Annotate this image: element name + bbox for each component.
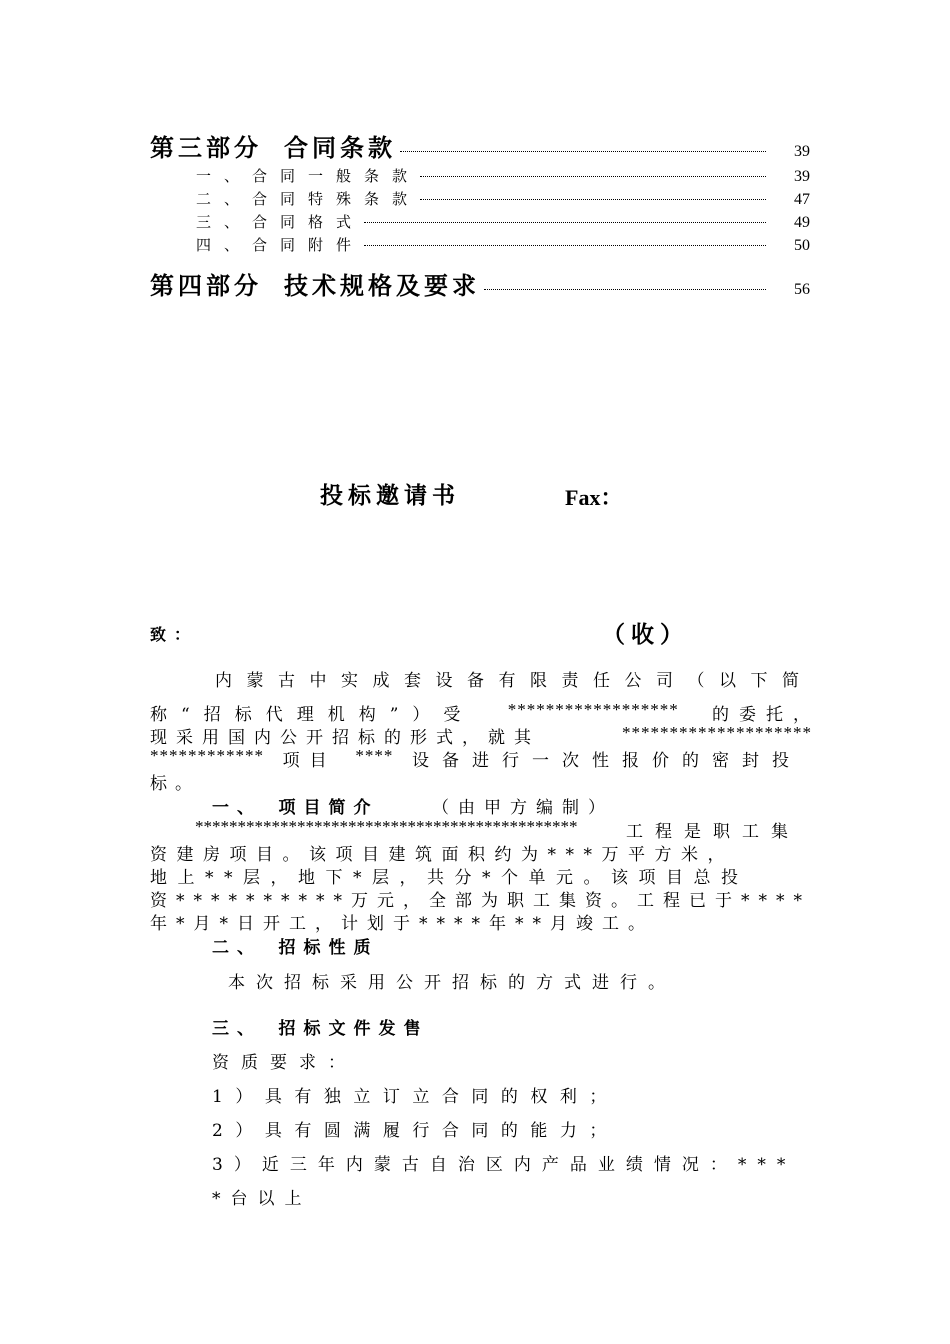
section2-text: 本次招标采用公开招标的方式进行。 — [228, 973, 676, 993]
toc-part3[interactable] — [150, 128, 810, 163]
section1-line-2: 资建房项目。该项目建筑面积约为***万平方米， — [150, 845, 734, 865]
intro-line-2: 称“招标代理机构”）受 ****************** 的委托， — [150, 700, 820, 725]
toc-page-number: 39 — [794, 143, 810, 160]
toc-item-label: 二、合同特殊条款 — [196, 190, 421, 208]
requirement-tail: *台以上 — [212, 1189, 312, 1209]
section1-note: （由甲方编制） — [432, 798, 614, 818]
requirement-item: 2）具有圆满履行合同的能力； — [212, 1121, 619, 1141]
toc-leader-dots — [400, 151, 766, 152]
section3-heading: 三、 招标文件发售 — [212, 1019, 429, 1039]
section1-line-4: 资**********万元，全部为职工集资。工程已于**** — [150, 891, 811, 911]
toc-item[interactable] — [196, 234, 810, 255]
toc-item-label: 一、合同一般条款 — [196, 167, 421, 185]
intro-line-1: 内蒙古中实成套设备有限责任公司（以下简 — [215, 671, 814, 691]
section1-line-5: 年*月*日开工，计划于****年**月竣工。 — [150, 914, 654, 934]
toc-item[interactable] — [196, 211, 810, 232]
fax-label: Fax： — [565, 485, 623, 510]
toc-item[interactable] — [196, 165, 810, 186]
toc-page-number: 50 — [794, 237, 810, 254]
toc-part3-title: 第三部分 合同条款 — [150, 133, 396, 162]
toc-part4[interactable] — [150, 266, 810, 301]
toc-leader-dots — [420, 176, 766, 177]
toc-page-number: 47 — [794, 191, 810, 208]
intro-line-4: ************ 项目 **** 设备进行一次性报价的密封投 — [150, 746, 802, 771]
section1-line-3: 地上**层，地下*层，共分*个单元。该项目总投 — [150, 868, 749, 888]
toc-item[interactable] — [196, 188, 810, 209]
toc-leader-dots — [364, 222, 766, 223]
intro-line-3: 现采用国内公开招标的形式，就其 ******************** — [150, 723, 812, 748]
toc-item-label: 三、合同格式 — [196, 213, 365, 231]
qualification-label: 资质要求： — [212, 1053, 357, 1073]
toc-part4-title: 第四部分 技术规格及要求 — [150, 271, 480, 300]
toc-page-number: 49 — [794, 214, 810, 231]
toc-leader-dots — [364, 245, 766, 246]
page-title: 投标邀请书 — [320, 482, 460, 509]
section1-heading: 一、 项目简介 — [212, 798, 379, 818]
toc-item-label: 四、合同附件 — [196, 236, 365, 254]
addressee-to: 致： — [150, 625, 199, 644]
toc-leader-dots — [484, 289, 766, 290]
requirement-item: 3）近三年内蒙古自治区内产品业绩情况：*** — [212, 1155, 797, 1175]
toc-page-number: 39 — [794, 168, 810, 185]
toc-leader-dots — [420, 199, 766, 200]
requirement-item: 1）具有独立订立合同的权利； — [212, 1087, 619, 1107]
addressee-receive: （收） — [602, 621, 689, 648]
intro-line-5: 标。 — [150, 774, 200, 794]
section1-line-1: ********************************************* 工程是职工集 — [195, 817, 800, 842]
toc-page-number: 56 — [794, 281, 810, 298]
section2-heading: 二、 招标性质 — [212, 938, 379, 958]
